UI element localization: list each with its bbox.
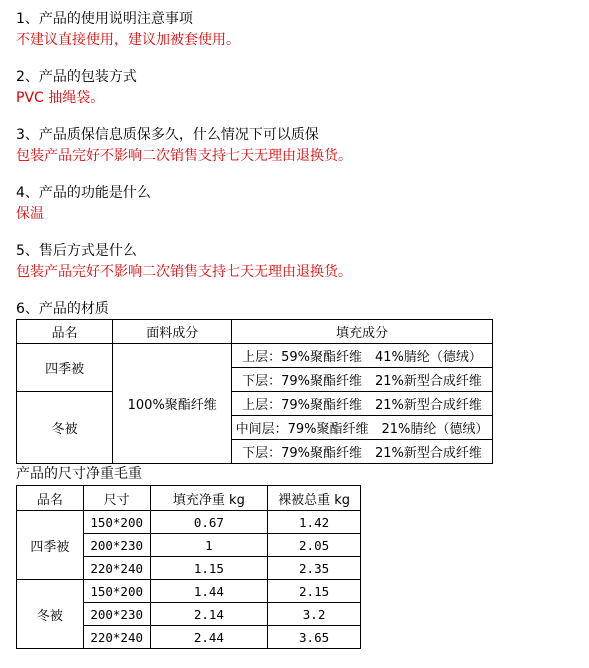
product-name: 四季被: [17, 511, 84, 580]
material-heading: 6、产品的材质: [16, 301, 109, 317]
material-header-fabric: 面料成分: [113, 320, 232, 344]
size-cell: 220*240: [83, 557, 150, 580]
gross-weight-cell: 2.15: [268, 580, 361, 603]
fill-layer: 中间层：79%聚酯纤维 21%腈纶（德绒）: [232, 416, 493, 440]
size-cell: 200*230: [83, 603, 150, 626]
faq-question-4: 4、产品的功能是什么: [16, 185, 151, 201]
product-name: 冬被: [17, 580, 84, 649]
size-cell: 200*230: [83, 534, 150, 557]
fill-layer: 下层：79%聚酯纤维 21%新型合成纤维: [232, 368, 493, 392]
gross-weight-cell: 3.2: [268, 603, 361, 626]
sizes-heading: 产品的尺寸净重毛重: [16, 466, 142, 482]
product-name: 四季被: [17, 344, 113, 392]
faq-answer-1: 不建议直接使用，建议加被套使用。: [16, 32, 240, 48]
material-row: [17, 392, 493, 416]
sizes-table: [16, 485, 361, 649]
faq-question-5: 5、售后方式是什么: [16, 243, 137, 259]
faq-answer-3: 包装产品完好不影响二次销售支持七天无理由退换货。: [16, 148, 352, 164]
faq-question-2: 2、产品的包装方式: [16, 69, 137, 85]
fill-layer: 上层：79%聚酯纤维 21%新型合成纤维: [232, 392, 493, 416]
faq-answer-2: PVC 抽绳袋。: [16, 90, 105, 106]
net-weight-cell: 1.15: [150, 557, 268, 580]
material-table: [16, 319, 493, 464]
sizes-header-gross: 裸被总重 kg: [268, 486, 361, 511]
sizes-row: [17, 511, 361, 534]
faq-question-1: 1、产品的使用说明注意事项: [16, 11, 193, 27]
sizes-header-name: 品名: [17, 486, 84, 511]
sizes-header-row: [17, 486, 361, 511]
sizes-header-size: 尺寸: [83, 486, 150, 511]
faq-question-3: 3、产品质保信息质保多久，什么情况下可以质保: [16, 127, 319, 143]
net-weight-cell: 2.14: [150, 603, 268, 626]
size-cell: 150*200: [83, 580, 150, 603]
material-header-row: [17, 320, 493, 344]
gross-weight-cell: 2.35: [268, 557, 361, 580]
size-cell: 150*200: [83, 511, 150, 534]
size-cell: 220*240: [83, 626, 150, 649]
faq-answer-4: 保温: [16, 206, 44, 222]
sizes-header-net: 填充净重 kg: [150, 486, 268, 511]
net-weight-cell: 1: [150, 534, 268, 557]
net-weight-cell: 0.67: [150, 511, 268, 534]
material-row: [17, 344, 493, 368]
material-header-name: 品名: [17, 320, 113, 344]
net-weight-cell: 2.44: [150, 626, 268, 649]
fill-layer: 下层：79%聚酯纤维 21%新型合成纤维: [232, 440, 493, 464]
gross-weight-cell: 3.65: [268, 626, 361, 649]
sizes-row: [17, 580, 361, 603]
net-weight-cell: 1.44: [150, 580, 268, 603]
gross-weight-cell: 1.42: [268, 511, 361, 534]
product-name: 冬被: [17, 392, 113, 464]
material-header-fill: 填充成分: [232, 320, 493, 344]
fabric-composition: 100%聚酯纤维: [113, 344, 232, 464]
faq-answer-5: 包装产品完好不影响二次销售支持七天无理由退换货。: [16, 264, 352, 280]
fill-layer: 上层：59%聚酯纤维 41%腈纶（德绒）: [232, 344, 493, 368]
gross-weight-cell: 2.05: [268, 534, 361, 557]
